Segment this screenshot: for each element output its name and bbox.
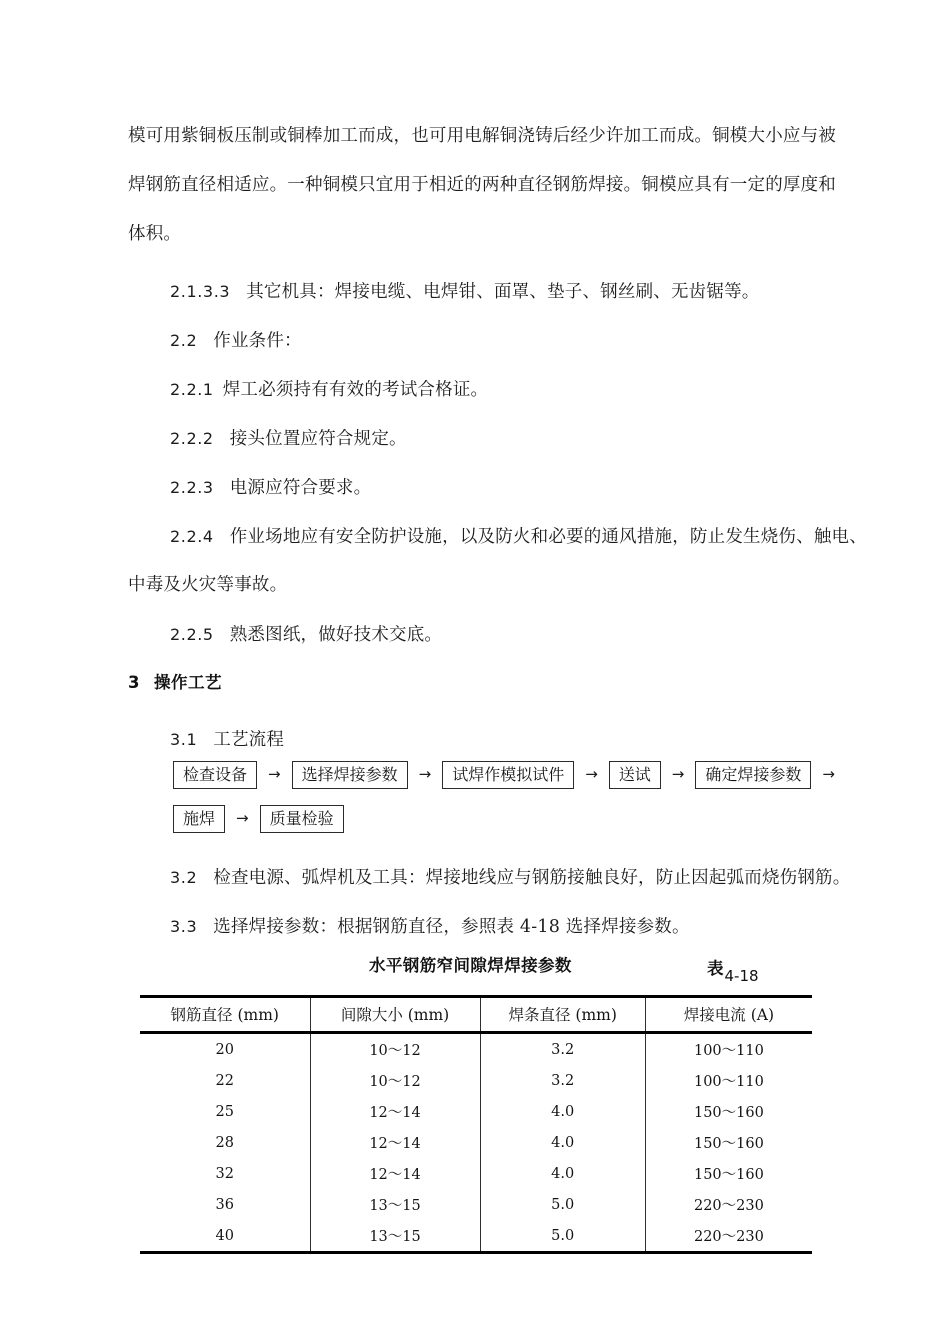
clause-number: 2.2.4 (170, 527, 214, 546)
paragraph-line: 模可用紫铜板压制或铜棒加工而成，也可用电解铜浇铸后经少许加工而成。铜模大小应与被 (128, 126, 836, 146)
cell-gap-size: 12～14 (310, 1096, 480, 1127)
clause-2-2 (170, 316, 302, 366)
subsection-text: 选择焊接参数：根据钢筋直径，参照表 4-18 选择焊接参数。 (213, 917, 690, 937)
clause-text: 熟悉图纸，做好技术交底。 (229, 625, 443, 645)
cell-rebar-diameter: 28 (215, 1134, 234, 1151)
flowchart-row-2 (173, 805, 344, 833)
cell-welding-current: 100～110 (645, 1033, 812, 1066)
flow-step-confirm-welding-parameters[interactable]: 确定焊接参数 (695, 761, 811, 789)
cell-gap-size: 13～15 (310, 1220, 480, 1253)
subsection-3-3 (170, 902, 690, 952)
cell-electrode-diameter: 4.0 (480, 1127, 645, 1158)
welding-parameters-table (140, 995, 812, 1254)
flow-step-check-equipment[interactable]: 检查设备 (173, 761, 257, 789)
arrow-right-icon: → (585, 764, 598, 783)
clause-2-2-4-continuation: 中毒及火灾等事故。 (128, 575, 288, 595)
arrow-right-icon: → (268, 764, 281, 783)
clause-2-1-3-3 (170, 267, 760, 317)
cell-rebar-diameter: 40 (140, 1220, 310, 1253)
clause-number: 2.2 (170, 331, 198, 350)
clause-2-2-1 (170, 365, 488, 415)
table-number-label (707, 955, 759, 985)
column-header-rebar-diameter: 钢筋直径 (mm) (140, 997, 310, 1033)
subsection-number: 3.2 (170, 868, 198, 887)
table-row (140, 1127, 812, 1158)
flow-step-welding[interactable]: 施焊 (173, 805, 225, 833)
clause-text: 作业场地应有安全防护设施，以及防火和必要的通风措施，防止发生烧伤、触电、 (229, 527, 867, 547)
cell-welding-current: 150～160 (645, 1158, 812, 1189)
table-row (140, 1158, 812, 1189)
clause-number: 2.2.2 (170, 429, 214, 448)
clause-number: 2.2.3 (170, 478, 214, 497)
clause-number: 2.2.5 (170, 625, 214, 644)
cell-rebar-diameter: 22 (215, 1072, 234, 1089)
table-row (140, 1033, 812, 1066)
arrow-right-icon: → (418, 764, 432, 783)
cell-gap-size: 12～14 (310, 1127, 480, 1158)
table-header-row (140, 997, 812, 1033)
clause-text: 其它机具：焊接电缆、电焊钳、面罩、垫子、钢丝刷、无齿锯等。 (246, 282, 760, 302)
cell-electrode-diameter: 4.0 (480, 1096, 645, 1127)
cell-gap-size: 12～14 (310, 1158, 480, 1189)
clause-text: 作业条件： (213, 331, 302, 351)
section-title: 操作工艺 (153, 673, 222, 692)
subsection-number: 3.3 (170, 917, 198, 936)
cell-rebar-diameter: 25 (215, 1103, 234, 1120)
cell-electrode-diameter: 3.2 (480, 1065, 645, 1096)
table-row (140, 1065, 812, 1096)
clause-2-2-5 (170, 610, 442, 660)
cell-gap-size: 10～12 (310, 1033, 480, 1066)
cell-electrode-diameter: 4.0 (480, 1158, 645, 1189)
cell-rebar-diameter: 36 (215, 1196, 234, 1213)
cell-welding-current: 220～230 (645, 1220, 812, 1253)
cell-welding-current: 220～230 (645, 1189, 812, 1220)
flow-step-select-welding-parameters[interactable]: 选择焊接参数 (292, 761, 408, 789)
table-row (140, 1220, 812, 1253)
subsection-text: 检查电源、弧焊机及工具：焊接地线应与钢筋接触良好，防止因起弧而烧伤钢筋。 (213, 868, 851, 888)
section-heading-3 (128, 669, 222, 693)
cell-welding-current: 150～160 (645, 1127, 812, 1158)
table-label-number: 4-18 (724, 967, 759, 985)
flow-step-quality-inspection[interactable]: 质量检验 (260, 805, 344, 833)
arrow-right-icon: → (671, 764, 685, 783)
clause-2-2-3 (170, 463, 371, 513)
paragraph-line: 体积。 (128, 224, 182, 244)
cell-gap-size: 10～12 (310, 1065, 480, 1096)
section-number: 3 (128, 673, 140, 692)
clause-number: 2.2.1 (170, 380, 214, 399)
clause-2-2-4 (170, 512, 867, 562)
subsection-number: 3.1 (170, 730, 198, 749)
arrow-right-icon: → (236, 808, 249, 827)
cell-electrode-diameter: 5.0 (480, 1189, 645, 1220)
flow-step-trial-weld-mock-specimen[interactable]: 试焊作模拟试件 (442, 761, 574, 789)
column-header-gap-size: 间隙大小 (mm) (310, 997, 480, 1033)
table-caption: 水平钢筋窄间隙焊焊接参数 (369, 956, 572, 975)
arrow-right-icon: → (822, 764, 835, 783)
clause-text: 焊工必须持有有效的考试合格证。 (222, 380, 489, 400)
cell-welding-current: 100～110 (645, 1065, 812, 1096)
table-row (140, 1096, 812, 1127)
cell-welding-current: 150～160 (645, 1096, 812, 1127)
flowchart-row-1 (173, 761, 846, 789)
table-label-prefix: 表 (707, 959, 724, 978)
paragraph-line: 焊钢筋直径相适应。一种铜模只宜用于相近的两种直径钢筋焊接。铜模应具有一定的厚度和 (128, 175, 836, 195)
cell-electrode-diameter: 5.0 (480, 1220, 645, 1253)
subsection-3-2 (170, 853, 850, 903)
clause-text: 接头位置应符合规定。 (229, 429, 407, 449)
column-header-welding-current: 焊接电流 (A) (645, 997, 812, 1033)
clause-2-2-2 (170, 414, 407, 464)
cell-electrode-diameter: 3.2 (480, 1033, 645, 1066)
table-row (140, 1189, 812, 1220)
cell-rebar-diameter: 32 (215, 1165, 234, 1182)
column-header-electrode-diameter: 焊条直径 (mm) (480, 997, 645, 1033)
clause-number: 2.1.3.3 (170, 282, 231, 301)
subsection-text: 工艺流程 (213, 730, 285, 750)
clause-text: 电源应符合要求。 (229, 478, 372, 498)
cell-gap-size: 13～15 (310, 1189, 480, 1220)
cell-rebar-diameter: 20 (215, 1041, 234, 1058)
subsection-3-1 (170, 715, 284, 765)
flow-step-send-for-testing[interactable]: 送试 (609, 761, 661, 789)
